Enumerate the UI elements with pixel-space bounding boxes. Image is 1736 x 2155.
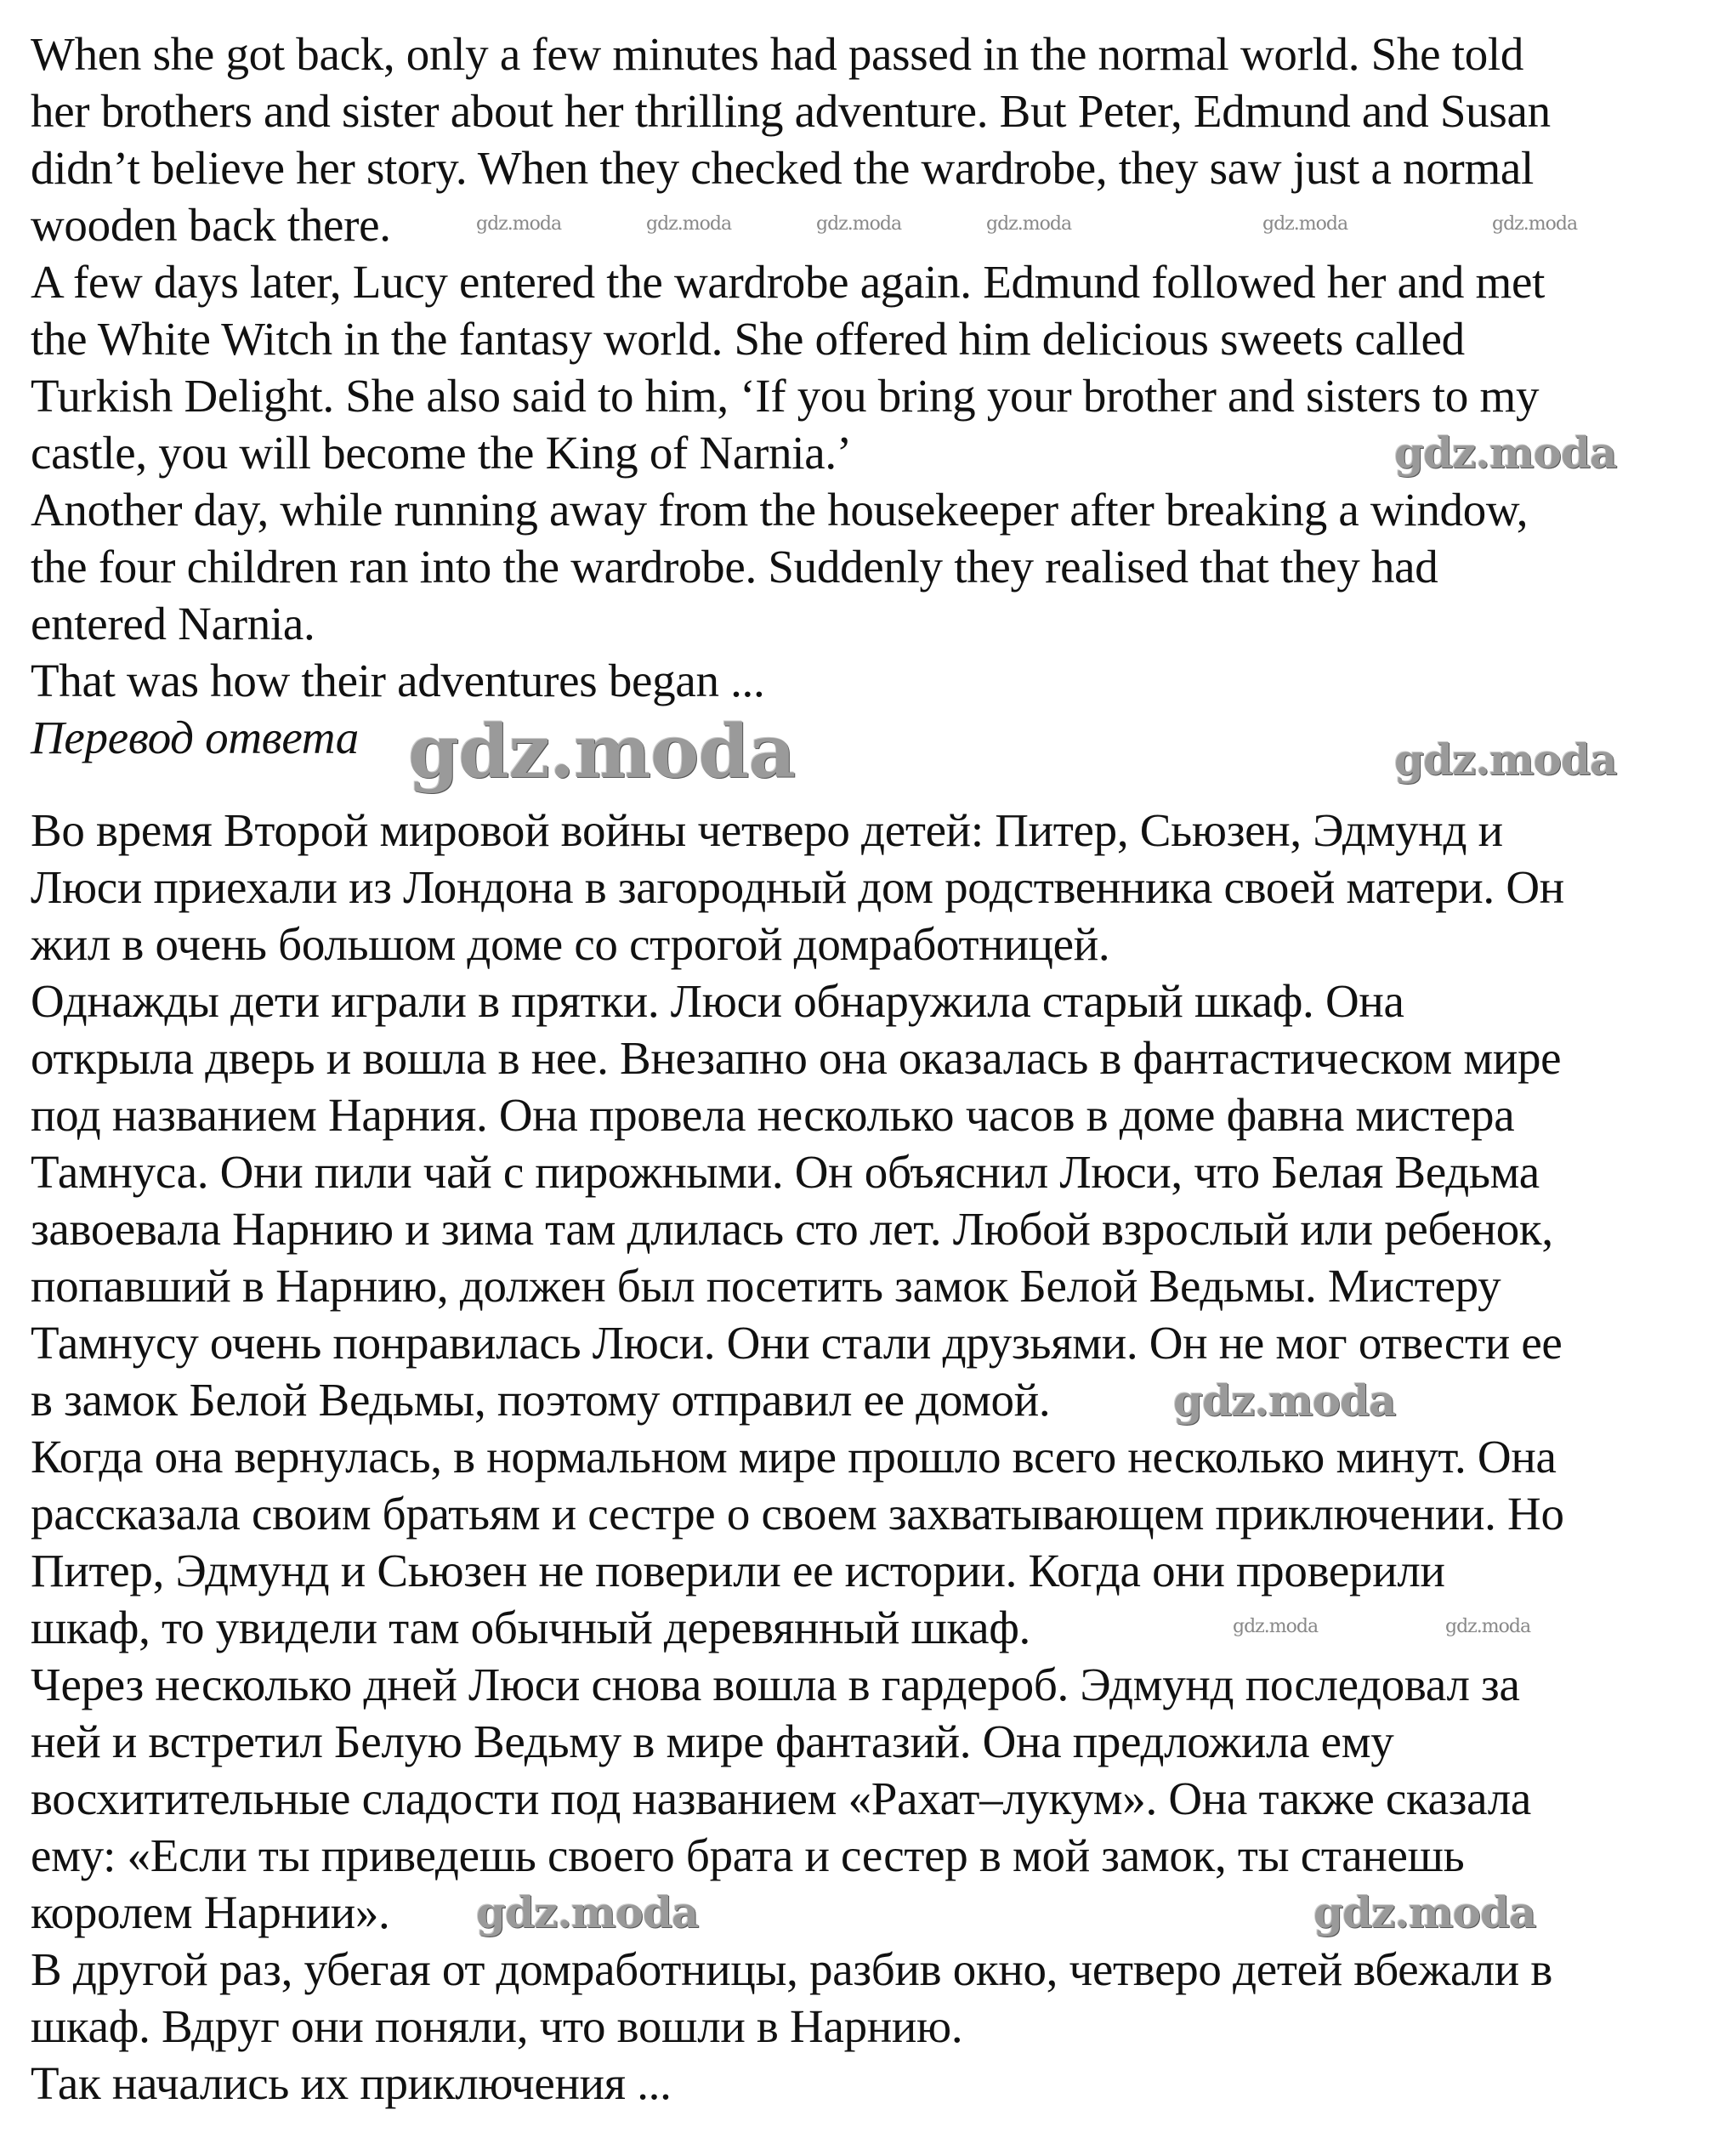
watermark: gdz.moda [408, 709, 796, 795]
text-line: the White Witch in the fantasy world. She offered him delicious sweets called [31, 313, 1465, 365]
watermark: gdz.moda [1445, 1616, 1531, 1637]
text-line: восхитительные сладости под названием «Рахат–лукум». Она также сказала [31, 1772, 1532, 1824]
watermark: gdz.moda [1492, 213, 1578, 235]
text-line: castle, you will become the King of Narnia.’ [31, 427, 852, 479]
text-line: entered Narnia. [31, 598, 315, 649]
text-line: жил в очень большом доме со строгой домработницей. [31, 918, 1110, 970]
watermark: gdz.moda [1262, 213, 1348, 235]
text-line: the four children ran into the wardrobe. Suddenly they realised that they had [31, 541, 1438, 593]
text-line: открыла дверь и вошла в нее. Внезапно она оказалась в фантастическом мире [31, 1032, 1562, 1084]
text-line: Однажды дети играли в прятки. Люси обнаружила старый шкаф. Она [31, 975, 1404, 1027]
watermark: gdz.moda [646, 213, 732, 235]
english-text [31, 26, 1551, 709]
text-line: Люси приехали из Лондона в загородный дом родственника своей матери. Он [31, 861, 1564, 913]
text-line: шкаф, то увидели там обычный деревянный шкаф. [31, 1602, 1031, 1653]
watermark: gdz.moda [1313, 1887, 1536, 1937]
text-line: шкаф. Вдруг они поняли, что вошли в Нарнию. [31, 2000, 963, 2052]
watermark: gdz.moda [1394, 428, 1617, 478]
watermark: gdz.moda [1233, 1616, 1319, 1637]
text-line: Через несколько дней Люси снова вошла в гардероб. Эдмунд последовал за [31, 1659, 1520, 1710]
text-line: A few days later, Lucy entered the wardrobe again. Edmund followed her and met [31, 256, 1546, 308]
text-line: попавший в Нарнию, должен был посетить замок Белой Ведьмы. Мистеру [31, 1260, 1501, 1312]
text-line: под названием Нарния. Она провела несколько часов в доме фавна мистера [31, 1089, 1515, 1141]
watermark: gdz.moda [1394, 734, 1617, 785]
text-line: That was how their adventures began ... [31, 655, 765, 706]
text-line: рассказала своим братьям и сестре о своем захватывающем приключении. Но [31, 1488, 1564, 1540]
text-line: her brothers and sister about her thrilling adventure. But Peter, Edmund and Susan [31, 85, 1551, 137]
text-line: Тамнуса. Они пили чай с пирожными. Он объяснил Люси, что Белая Ведьма [31, 1146, 1540, 1198]
watermark: gdz.moda [476, 213, 562, 235]
text-line: wooden back there. [31, 199, 391, 251]
text-line: ней и встретил Белую Ведьму в мире фантазий. Она предложила ему [31, 1715, 1394, 1767]
text-line: Во время Второй мировой войны четверо детей: Питер, Сьюзен, Эдмунд и [31, 804, 1503, 856]
text-line: В другой раз, убегая от домработницы, разбив окно, четверо детей вбежали в [31, 1943, 1553, 1995]
translation-heading: Перевод ответа [31, 712, 360, 763]
text-line: Так начались их приключения ... [31, 2057, 672, 2109]
watermark: gdz.moda [1173, 1375, 1396, 1426]
text-line: Тамнусу очень понравилась Люси. Они стали друзьями. Он не мог отвести ее [31, 1317, 1563, 1369]
text-line: Питер, Эдмунд и Сьюзен не поверили ее истории. Когда они проверили [31, 1545, 1445, 1596]
watermark: gdz.moda [986, 213, 1072, 235]
text-line: Когда она вернулась, в нормальном мире прошло всего несколько минут. Она [31, 1431, 1557, 1483]
text-line: в замок Белой Ведьмы, поэтому отправил ее домой. [31, 1374, 1051, 1426]
text-line: didn’t believe her story. When they checked the wardrobe, they saw just a normal [31, 142, 1535, 194]
watermark: gdz.moda [476, 1887, 699, 1937]
translation-heading-wrap [31, 709, 359, 766]
text-line: завоевала Нарнию и зима там длилась сто лет. Любой взрослый или ребенок, [31, 1203, 1553, 1255]
text-line: королем Нарнии». [31, 1886, 390, 1938]
text-line: Another day, while running away from the housekeeper after breaking a window, [31, 484, 1529, 536]
text-line: ему: «Если ты приведешь своего брата и сестер в мой замок, ты станешь [31, 1829, 1465, 1881]
text-line: When she got back, only a few minutes had passed in the normal world. She told [31, 28, 1524, 80]
text-line: Turkish Delight. She also said to him, ‘If you bring your brother and sisters to my [31, 370, 1540, 422]
watermark: gdz.moda [816, 213, 902, 235]
